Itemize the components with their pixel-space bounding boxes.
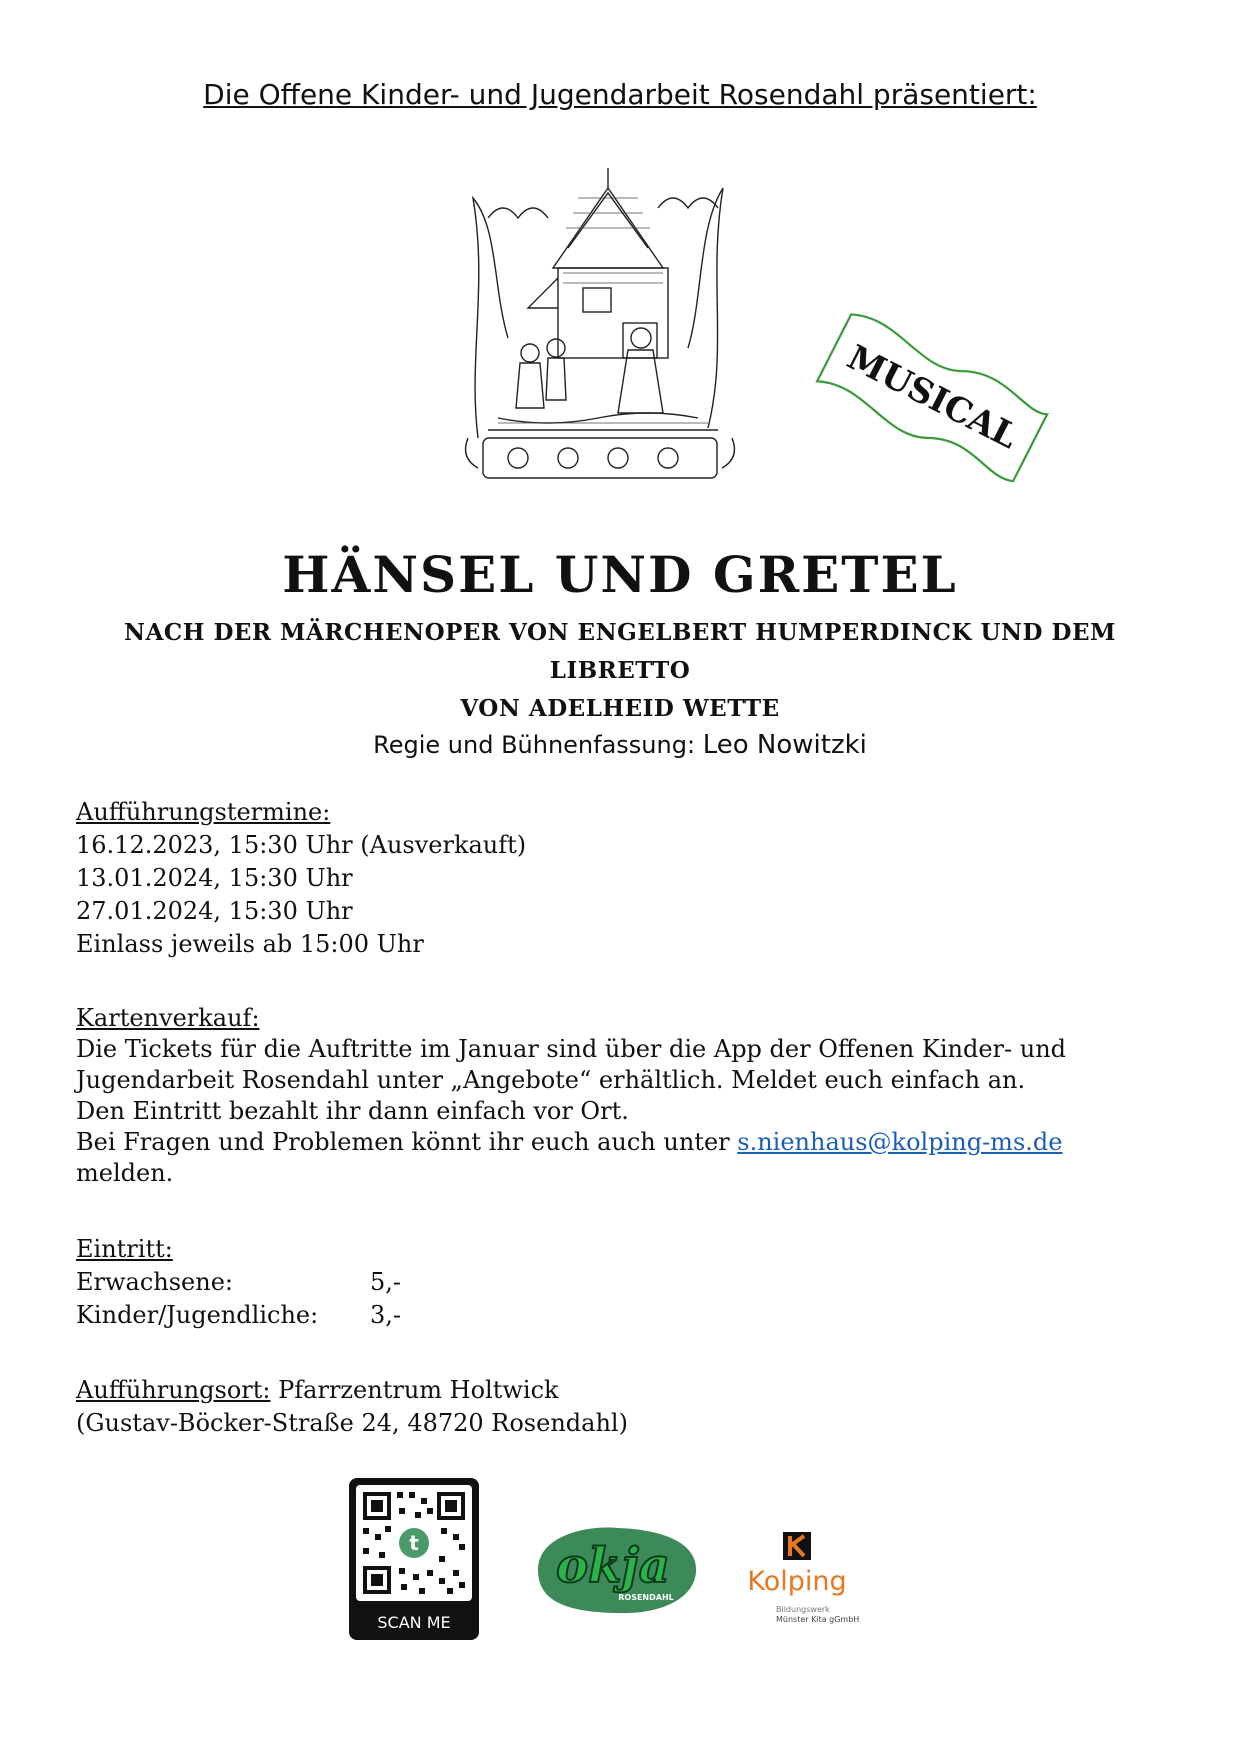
- price-value: 5,-: [370, 1268, 402, 1296]
- director-name: Leo Nowitzki: [702, 730, 867, 760]
- venue-name: Pfarrzentrum Holtwick: [278, 1376, 559, 1404]
- tickets-text-line: Die Tickets für die Auftritte im Januar sind über die App der Offenen Kinder- und: [76, 1035, 1067, 1063]
- tickets-text-line: [76, 1127, 1136, 1158]
- performance-date: 27.01.2024, 15:30 Uhr: [76, 897, 353, 925]
- venue-address: (Gustav-Böcker-Straße 24, 48720 Rosendahl): [76, 1409, 628, 1437]
- price-row: [76, 1266, 1136, 1299]
- regie-label: Regie und Bühnenfassung:: [373, 731, 696, 759]
- performances-heading: Aufführungstermine:: [76, 798, 331, 826]
- price-value: 3,-: [370, 1301, 402, 1329]
- presenter-heading: Die Offene Kinder- und Jugendarbeit Rosendahl präsentiert:: [203, 78, 1037, 111]
- okja-text: okja: [556, 1538, 670, 1594]
- performance-date: 13.01.2024, 15:30 Uhr: [76, 864, 353, 892]
- qr-caption: SCAN ME: [377, 1613, 451, 1632]
- okja-logo: [528, 1520, 703, 1620]
- price-row: [76, 1299, 1136, 1332]
- subtitle-line-1: NACH DER MÄRCHENOPER VON ENGELBERT HUMPERDINCK UND DEM LIBRETTO: [124, 619, 1116, 684]
- admission-note: Einlass jeweils ab 15:00 Uhr: [76, 930, 424, 958]
- tickets-text-line: Den Eintritt bezahlt ihr dann einfach vor Ort.: [76, 1097, 629, 1125]
- play-title: HÄNSEL UND GRETEL: [282, 545, 958, 604]
- qr-code[interactable]: [349, 1478, 479, 1640]
- musical-banner: [806, 300, 1056, 500]
- okja-sub: ROSENDAHL: [618, 1593, 674, 1602]
- venue-section: [76, 1374, 1136, 1440]
- kolping-sub-2: Münster Kita gGmbH: [776, 1615, 860, 1624]
- tickets-heading: Kartenverkauf:: [76, 1004, 260, 1032]
- venue-line: [76, 1374, 1136, 1407]
- subtitle: [60, 614, 1180, 728]
- price-label: Kinder/Jugendliche:: [76, 1301, 319, 1329]
- tickets-text-line: Jugendarbeit Rosendahl unter „Angebote“ erhältlich. Meldet euch einfach an.: [76, 1066, 1026, 1094]
- subtitle-line-2: VON ADELHEID WETTE: [460, 695, 780, 722]
- kolping-name: Kolping: [747, 1566, 847, 1597]
- banner-text: MUSICAL: [840, 337, 1024, 458]
- entry-heading: Eintritt:: [76, 1235, 173, 1263]
- performances-section: [76, 796, 1136, 961]
- tickets-question-text: Bei Fragen und Problemen könnt ihr euch auch unter: [76, 1128, 730, 1156]
- kolping-sub-1: Bildungswerk: [776, 1605, 830, 1614]
- performance-date: 16.12.2023, 15:30 Uhr (Ausverkauft): [76, 831, 527, 859]
- tickets-section: [76, 1003, 1136, 1189]
- fairy-tale-illustration: [458, 138, 742, 500]
- kolping-logo: [738, 1528, 878, 1633]
- price-label: Erwachsene:: [76, 1268, 234, 1296]
- entry-section: [76, 1233, 1136, 1332]
- tickets-text-line: melden.: [76, 1159, 174, 1187]
- credits: [0, 730, 1240, 760]
- contact-email-link[interactable]: s.nienhaus@kolping-ms.de: [737, 1128, 1063, 1156]
- venue-heading: Aufführungsort:: [76, 1376, 271, 1404]
- qr-center-letter: t: [409, 1531, 419, 1555]
